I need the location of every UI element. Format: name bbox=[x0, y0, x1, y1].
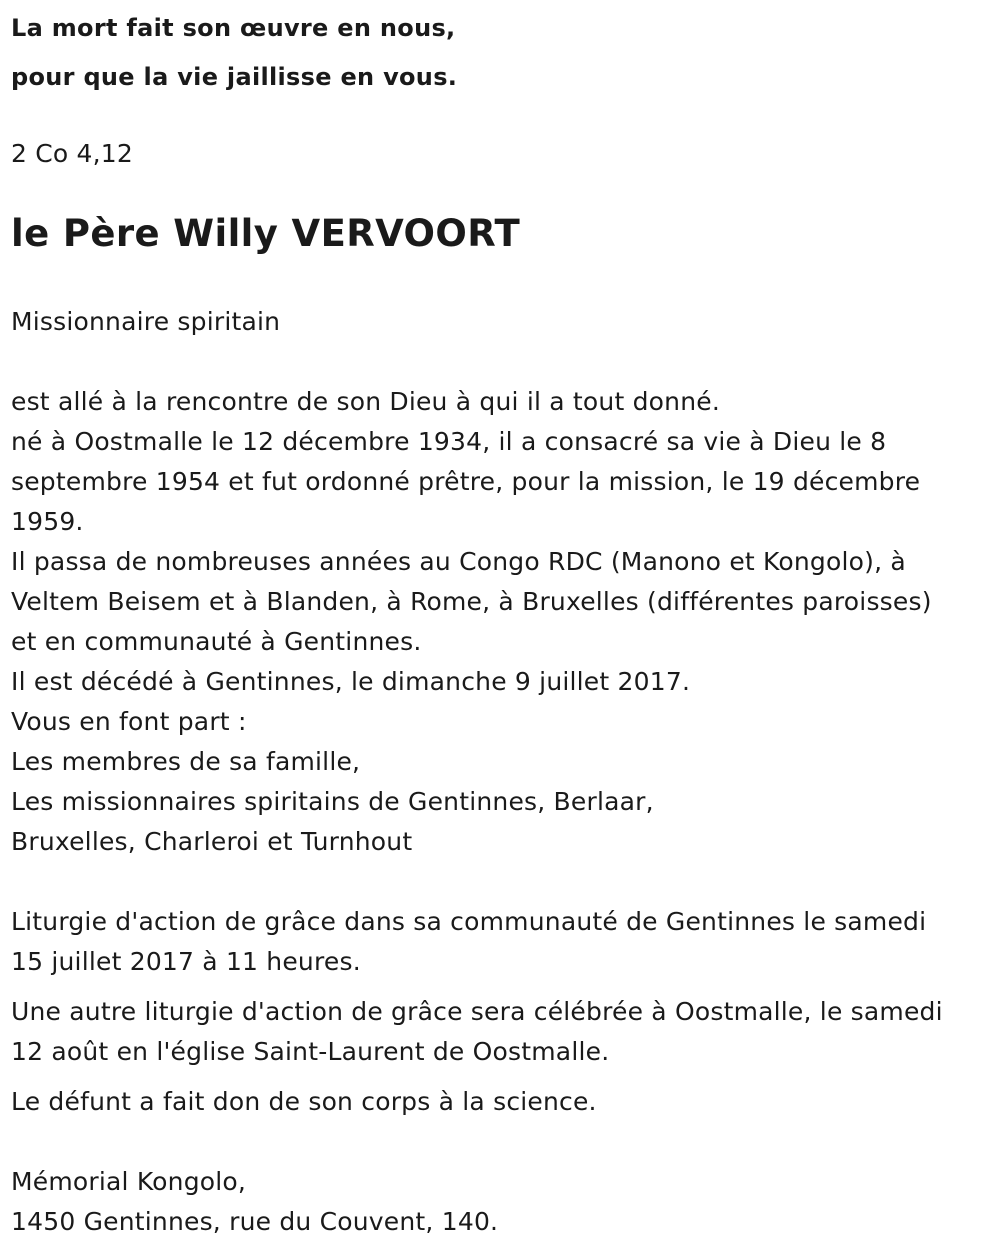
text-line: est allé à la rencontre de son Dieu à qui il a tout donné. bbox=[11, 387, 720, 416]
text-line: Il est décédé à Gentinnes, le dimanche 9 juillet 2017. bbox=[11, 667, 691, 696]
text-line: Une autre liturgie d'action de grâce sera célébrée à Oostmalle, le samedi bbox=[11, 997, 943, 1026]
deceased-role: Missionnaire spiritain bbox=[11, 307, 281, 336]
memorial-address bbox=[11, 1162, 498, 1242]
text-line: et en communauté à Gentinnes. bbox=[11, 627, 422, 656]
text-line: Liturgie d'action de grâce dans sa communauté de Gentinnes le samedi bbox=[11, 907, 927, 936]
text-line: Les missionnaires spiritains de Gentinnes, Berlaar, bbox=[11, 787, 654, 816]
announcement-paragraph bbox=[11, 382, 932, 862]
text-line: Mémorial Kongolo, bbox=[11, 1167, 247, 1196]
scripture-reference: 2 Co 4,12 bbox=[11, 139, 134, 168]
liturgy-paragraph bbox=[11, 902, 926, 982]
epigraph-line: pour que la vie jaillisse en vous. bbox=[11, 63, 458, 91]
text-line: 15 juillet 2017 à 11 heures. bbox=[11, 947, 361, 976]
text-line: Bruxelles, Charleroi et Turnhout bbox=[11, 827, 413, 856]
donation-note: Le défunt a fait don de son corps à la science. bbox=[11, 1087, 597, 1116]
second-liturgy-paragraph bbox=[11, 992, 943, 1072]
text-line: Veltem Beisem et à Blanden, à Rome, à Bruxelles (différentes paroisses) bbox=[11, 587, 932, 616]
text-line: Vous en font part : bbox=[11, 707, 247, 736]
text-line: 12 août en l'église Saint-Laurent de Oostmalle. bbox=[11, 1037, 610, 1066]
text-line: Les membres de sa famille, bbox=[11, 747, 361, 776]
text-line: 1959. bbox=[11, 507, 84, 536]
text-line: septembre 1954 et fut ordonné prêtre, pour la mission, le 19 décembre bbox=[11, 467, 921, 496]
text-line: Il passa de nombreuses années au Congo RDC (Manono et Kongolo), à bbox=[11, 547, 906, 576]
text-line: né à Oostmalle le 12 décembre 1934, il a consacré sa vie à Dieu le 8 bbox=[11, 427, 887, 456]
epigraph-line: La mort fait son œuvre en nous, bbox=[11, 14, 456, 42]
deceased-name: le Père Willy VERVOORT bbox=[11, 212, 521, 255]
text-line: 1450 Gentinnes, rue du Couvent, 140. bbox=[11, 1207, 499, 1236]
